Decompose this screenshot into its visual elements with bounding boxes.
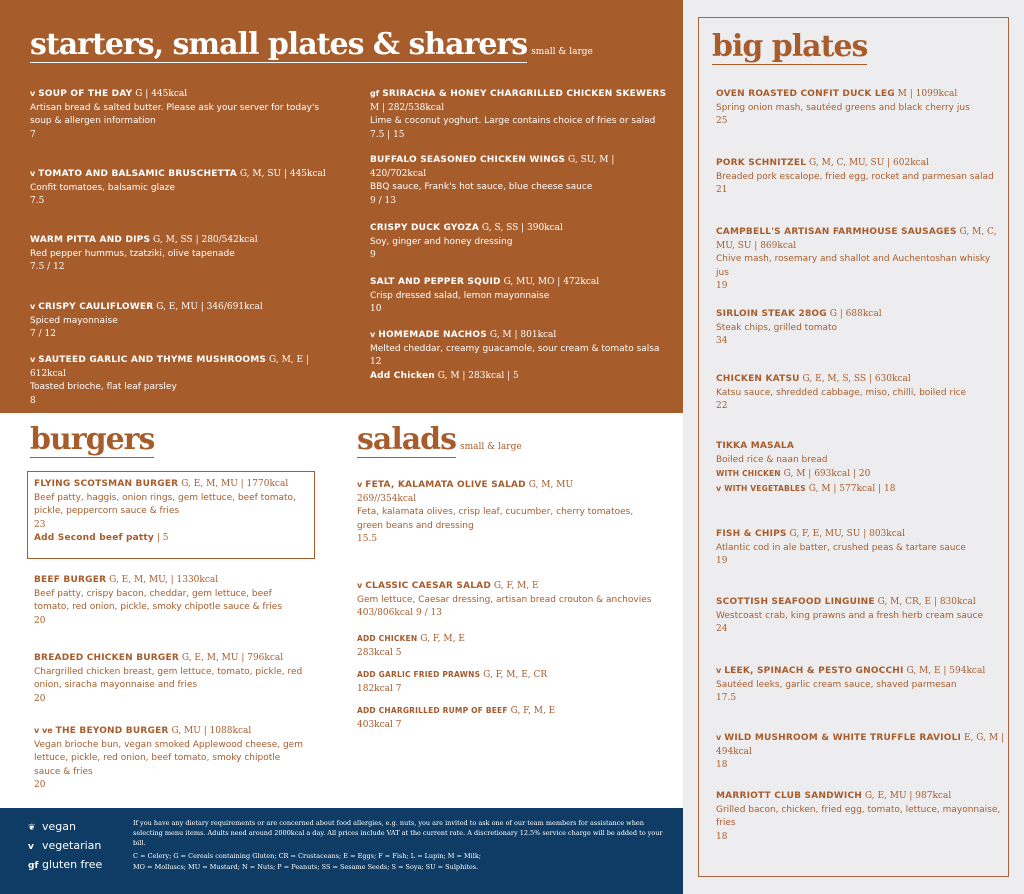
item-description: Spring onion mash, sautéed greens and black cherry jus <box>716 102 970 113</box>
item-heading <box>357 632 657 647</box>
item-allergens: G, M, SU | 445kcal <box>239 169 326 179</box>
item-allergens: G, M, MU <box>528 480 574 490</box>
item-name: BEEF BURGER <box>34 575 107 585</box>
item-heading <box>34 478 309 492</box>
diet-icon: v <box>357 480 363 489</box>
item-name: PORK SCHNITZEL <box>716 158 807 168</box>
item-price: 283kcal 5 <box>357 647 402 658</box>
item-description: Chive mash, rosemary and shallot and Auchentoshan whisky jus <box>716 254 991 278</box>
item-description: Sautéed leeks, garlic cream sauce, shaved parmesan <box>716 679 957 690</box>
item-price: 22 <box>716 401 728 411</box>
item-price: 182kcal 7 <box>357 683 402 694</box>
legend-row <box>28 837 102 856</box>
big-plates-item <box>716 790 1004 844</box>
diet-icon: v <box>716 666 722 675</box>
salads-subtitle: small & large <box>460 442 522 452</box>
salads-heading <box>357 422 522 457</box>
extra-label: Add Chicken <box>370 370 435 381</box>
item-price: 18 <box>716 831 728 842</box>
item-name: OVEN ROASTED CONFIT DUCK LEG <box>716 89 895 99</box>
item-price: 403/806kcal 9 / 13 <box>357 608 442 618</box>
starters-right-item <box>370 276 670 317</box>
item-price: 7.5 / 12 <box>30 262 65 272</box>
item-heading <box>370 222 670 236</box>
big-plates-title: big plates <box>712 29 868 64</box>
item-name: ADD CHICKEN <box>357 634 418 643</box>
option-row <box>716 467 1004 482</box>
item-name: CLASSIC CAESAR SALAD <box>365 581 492 591</box>
starters-right-item <box>370 154 670 208</box>
item-name: HOMEMADE NACHOS <box>378 330 487 340</box>
item-price: 7.5 | 15 <box>370 129 405 140</box>
diet-icon: v <box>30 89 36 98</box>
item-name: MARRIOTT CLUB SANDWICH <box>716 791 862 801</box>
item-name: SIRLOIN STEAK 28OG <box>716 309 827 319</box>
item-description: Chargrilled chicken breast, gem lettuce, tomato, pickle, red onion, siracha mayonnaise and fries <box>34 666 303 690</box>
item-description: Gem lettuce, Caesar dressing, artisan bread crouton & anchovies <box>357 594 652 605</box>
diet-icon: v ve <box>34 726 53 735</box>
item-extra <box>370 370 670 384</box>
item-allergens: G, MU, MO | 472kcal <box>503 277 600 287</box>
item-allergens: G, SU, M | 420/702kcal <box>370 155 615 179</box>
item-description: Confit tomatoes, balsamic glaze <box>30 182 175 193</box>
item-extra <box>34 532 309 546</box>
item-name: SRIRACHA & HONEY CHARGRILLED CHICKEN SKEWERS <box>382 89 667 99</box>
item-description: Lime & coconut yoghurt. Large contains choice of fries or salad <box>370 116 656 126</box>
item-description: Katsu sauce, shredded cabbage, miso, chilli, boiled rice <box>716 387 967 398</box>
item-allergens: G, M | 801kcal <box>489 330 557 340</box>
item-price: 25 <box>716 116 728 126</box>
option-label: WITH CHICKEN <box>716 469 781 478</box>
item-heading <box>30 300 330 315</box>
item-allergens: G, M, C, MU, SU | 602kcal <box>809 158 929 168</box>
item-heading <box>716 596 1004 610</box>
item-description: BBQ sauce, Frank's hot sauce, blue cheese sauce <box>370 182 593 192</box>
big-plates-item <box>716 373 1004 414</box>
starters-left-item <box>30 234 330 275</box>
big-plates-item <box>716 88 1004 129</box>
starters-heading <box>30 27 593 62</box>
option-label: WITH VEGETABLES <box>724 483 806 493</box>
item-heading <box>716 664 1004 679</box>
item-price: 20 <box>34 693 46 704</box>
item-allergens: G, M, CR, E | 830kcal <box>877 597 976 607</box>
item-description: Boiled rice & naan bread <box>716 454 828 465</box>
item-price: 9 <box>370 250 376 260</box>
diet-icon: v <box>716 733 722 742</box>
item-description: Crisp dressed salad, lemon mayonnaise <box>370 290 550 301</box>
item-heading <box>30 167 330 182</box>
item-allergens: G, S, SS | 390kcal <box>481 223 563 233</box>
vegetarian-icon: v <box>716 483 722 493</box>
allergen-key-1: C = Celery; G = Cereals containing Gluten; CR = Crustaceans; E = Eggs; F = Fish; L = Lupin; M = Milk; <box>133 852 481 860</box>
starters-title: starters, small plates & sharers <box>30 27 528 62</box>
item-price: 24 <box>716 624 728 634</box>
item-heading <box>716 440 1004 454</box>
item-heading <box>716 88 1004 102</box>
salad-add-item <box>357 632 657 660</box>
item-price: 20 <box>34 615 46 626</box>
item-price: 20 <box>34 780 46 790</box>
salad-add-item <box>357 668 657 696</box>
footer <box>0 808 683 894</box>
salads-title: salads <box>357 422 457 457</box>
item-allergens: E, G, M | 494kcal <box>716 733 1004 757</box>
item-name: BUFFALO SEASONED CHICKEN WINGS <box>370 155 566 165</box>
item-name: FETA, KALAMATA OLIVE SALAD <box>365 480 526 490</box>
burgers-item <box>34 478 309 546</box>
item-price: 403kcal 7 <box>357 719 402 730</box>
extra-value: G, M | 283kcal | 5 <box>437 370 519 381</box>
big-plates-item <box>716 226 1004 294</box>
starters-left-item <box>30 87 330 142</box>
item-allergens: G, E, M, MU, | 1330kcal <box>109 575 219 585</box>
item-allergens: G, E, MU | 346/691kcal <box>156 302 263 312</box>
big-plates-frame <box>698 17 1009 877</box>
starters-subtitle: small & large <box>531 47 593 57</box>
big-plates-item <box>716 308 1004 349</box>
starters-section <box>0 0 683 413</box>
item-description: Breaded pork escalope, fried egg, rocket and parmesan salad <box>716 171 994 182</box>
item-description: Beef patty, crispy bacon, cheddar, gem lettuce, beef tomato, red onion, pickle, smoky chipotle sauce & fries <box>34 588 283 612</box>
big-plates-heading <box>712 29 868 64</box>
extra-label: Add Second beef patty <box>34 533 154 543</box>
item-allergens: M | 1099kcal <box>897 89 958 99</box>
item-name: WARM PITTA AND DIPS <box>30 235 151 245</box>
salads-item <box>357 478 657 547</box>
item-price: 23 <box>34 519 46 530</box>
item-allergens: M | 282/538kcal <box>370 102 445 113</box>
item-description: Beef patty, haggis, onion rings, gem lettuce, beef tomato, pickle, peppercorn sauce & fries <box>34 492 296 516</box>
footer-notice: If you have any dietary requirements or are concerned about food allergies, e.g. nuts, you are invited to ask one of our team members for assistance when selecting menu items. Adults need around 2000kcal a day. All prices include VAT at the current rate. A discretionary 12.5% service charge will be added to your bill. <box>133 819 663 847</box>
item-heading <box>357 704 657 719</box>
item-price: 12 <box>370 357 382 367</box>
item-price: 10 <box>370 304 382 314</box>
starters-right-item <box>370 222 670 263</box>
vegetarian-icon: v <box>28 842 34 852</box>
legend-label: gluten free <box>42 858 103 871</box>
extra-value: | 5 <box>156 533 169 543</box>
item-heading <box>30 87 330 102</box>
item-description: Red pepper hummus, tzatziki, olive tapenade <box>30 248 235 259</box>
item-heading <box>34 574 309 588</box>
item-heading <box>30 234 330 248</box>
item-price: 18 <box>716 760 728 770</box>
gluten-free-icon: gf <box>28 861 39 871</box>
item-name: TIKKA MASALA <box>716 441 795 451</box>
item-price: 7.5 <box>30 196 45 206</box>
item-allergens: G, F, M, E <box>420 634 465 644</box>
diet-icon: v <box>30 169 36 178</box>
legend-label: vegan <box>42 820 76 833</box>
diet-icon: v <box>357 581 363 590</box>
item-heading <box>34 652 309 666</box>
item-name: SAUTEED GARLIC AND THYME MUSHROOMS <box>38 355 267 365</box>
item-heading <box>370 154 670 181</box>
item-allergens: G, E, MU | 987kcal <box>864 791 952 801</box>
big-plates-item <box>716 528 1004 569</box>
item-allergens: G, F, M, E, CR <box>483 670 548 680</box>
item-heading <box>716 528 1004 542</box>
legend-label: vegetarian <box>42 839 102 852</box>
item-name: CAMPBELL'S ARTISAN FARMHOUSE SAUSAGES <box>716 227 957 237</box>
starters-left-item <box>30 300 330 342</box>
allergen-key-2: MO = Molluscs; MU = Mustard; N = Nuts; P = Peanuts; SS = Sesame Seeds; S = Soya; SU = Sulphites. <box>133 863 479 871</box>
legend-row <box>28 856 102 875</box>
item-name: FLYING SCOTSMAN BURGER <box>34 479 179 489</box>
burgers-title: burgers <box>30 422 155 457</box>
diet-icon: v <box>30 302 36 311</box>
item-allergens: G, MU | 1088kcal <box>171 726 252 736</box>
item-heading <box>370 87 670 115</box>
item-kcal: 269//354kcal <box>357 493 417 504</box>
item-heading <box>716 731 1004 759</box>
item-name: SCOTTISH SEAFOOD LINGUINE <box>716 597 875 607</box>
item-heading <box>716 373 1004 387</box>
vegan-icon: ❦ <box>28 823 36 833</box>
item-name: LEEK, SPINACH & PESTO GNOCCHI <box>724 666 904 676</box>
item-description: Artisan bread & salted butter. Please ask your server for today's soup & allergen information <box>30 102 320 126</box>
burgers-heading <box>30 422 155 457</box>
salads-item <box>357 579 657 621</box>
item-heading <box>357 478 657 493</box>
big-plates-item <box>716 664 1004 706</box>
starters-left-item <box>30 167 330 209</box>
item-allergens: G, E, M, MU | 1770kcal <box>181 479 289 489</box>
item-description: Toasted brioche, flat leaf parsley <box>30 382 177 392</box>
item-description: Soy, ginger and honey dressing <box>370 236 513 247</box>
item-name: THE BEYOND BURGER <box>55 726 169 736</box>
burgers-item <box>34 724 309 793</box>
item-price: 7 / 12 <box>30 329 56 339</box>
item-description: Westcoast crab, king prawns and a fresh herb cream sauce <box>716 610 983 621</box>
item-description: Melted cheddar, creamy guacamole, sour cream & tomato salsa <box>370 343 660 354</box>
diet-icon: v <box>370 330 376 339</box>
item-price: 19 <box>716 556 728 566</box>
item-allergens: G, F, M, E <box>510 706 556 716</box>
item-name: CRISPY DUCK GYOZA <box>370 223 480 233</box>
item-description: Steak chips, grilled tomato <box>716 322 838 333</box>
option-value: G, M | 693kcal | 20 <box>783 469 871 479</box>
item-description: Feta, kalamata olives, crisp leaf, cucumber, cherry tomatoes, green beans and dressing <box>357 507 634 531</box>
item-heading <box>370 328 670 343</box>
diet-legend <box>28 818 102 875</box>
item-name: ADD GARLIC FRIED PRAWNS <box>357 670 481 679</box>
item-heading <box>34 724 309 739</box>
salad-add-item <box>357 704 657 732</box>
item-description: Atlantic cod in ale batter, crushed peas & tartare sauce <box>716 542 966 553</box>
big-plates-item <box>716 440 1004 496</box>
item-heading <box>716 157 1004 171</box>
item-name: ADD CHARGRILLED RUMP OF BEEF <box>357 706 508 715</box>
item-heading <box>30 353 330 381</box>
item-allergens: G, F, M, E <box>493 581 539 591</box>
item-allergens: G, M, SS | 280/542kcal <box>153 235 258 245</box>
item-heading <box>357 668 657 683</box>
item-heading <box>716 308 1004 322</box>
item-allergens: G | 688kcal <box>829 309 882 319</box>
item-description: Spiced mayonnaise <box>30 315 118 326</box>
diet-icon: v <box>30 355 36 364</box>
big-plates-item <box>716 157 1004 198</box>
item-description: Vegan brioche bun, vegan smoked Applewood cheese, gem lettuce, pickle, red onion, beef tomato, smoky chipotle sauce & fries <box>34 739 303 777</box>
item-heading <box>357 579 657 594</box>
item-name: FISH & CHIPS <box>716 529 787 539</box>
item-allergens: G | 445kcal <box>135 89 188 99</box>
item-price: 21 <box>716 185 728 195</box>
big-plates-item <box>716 596 1004 637</box>
item-name: CRISPY CAULIFLOWER <box>38 302 154 312</box>
item-name: TOMATO AND BALSAMIC BRUSCHETTA <box>38 169 237 179</box>
starters-right-item <box>370 87 670 142</box>
item-price: 7 <box>30 129 36 140</box>
item-allergens: G, E, M, S, SS | 630kcal <box>802 374 911 384</box>
item-allergens: G, M, E | 594kcal <box>906 666 986 676</box>
burgers-item <box>34 574 309 628</box>
item-price: 19 <box>716 281 728 291</box>
item-price: 15.5 <box>357 534 378 544</box>
big-plates-item <box>716 731 1004 773</box>
item-heading <box>716 790 1004 804</box>
item-price: 17.5 <box>716 693 737 703</box>
burgers-item <box>34 652 309 706</box>
option-row <box>716 482 1004 497</box>
diet-icon: gf <box>370 89 380 98</box>
item-description: Grilled bacon, chicken, fried egg, tomato, lettuce, mayonnaise, fries <box>716 804 1001 828</box>
option-value: G, M | 577kcal | 18 <box>808 483 896 494</box>
item-name: SALT AND PEPPER SQUID <box>370 277 501 287</box>
item-price: 9 / 13 <box>370 195 396 206</box>
item-name: BREADED CHICKEN BURGER <box>34 653 179 663</box>
item-price: 8 <box>30 395 36 406</box>
item-allergens: G, M, C, MU, SU | 869kcal <box>716 227 997 251</box>
item-heading <box>716 226 1004 253</box>
item-allergens: G, F, E, MU, SU | 803kcal <box>789 529 906 539</box>
legend-row <box>28 818 102 837</box>
starters-left-item <box>30 353 330 408</box>
item-name: WILD MUSHROOM & WHITE TRUFFLE RAVIOLI <box>724 733 962 743</box>
item-heading <box>370 276 670 290</box>
item-price: 34 <box>716 336 728 346</box>
item-allergens: G, M, E | 612kcal <box>30 355 309 379</box>
item-name: CHICKEN KATSU <box>716 374 800 384</box>
item-allergens: G, E, M, MU | 796kcal <box>181 653 284 663</box>
starters-right-item <box>370 328 670 383</box>
item-name: SOUP OF THE DAY <box>38 89 133 99</box>
